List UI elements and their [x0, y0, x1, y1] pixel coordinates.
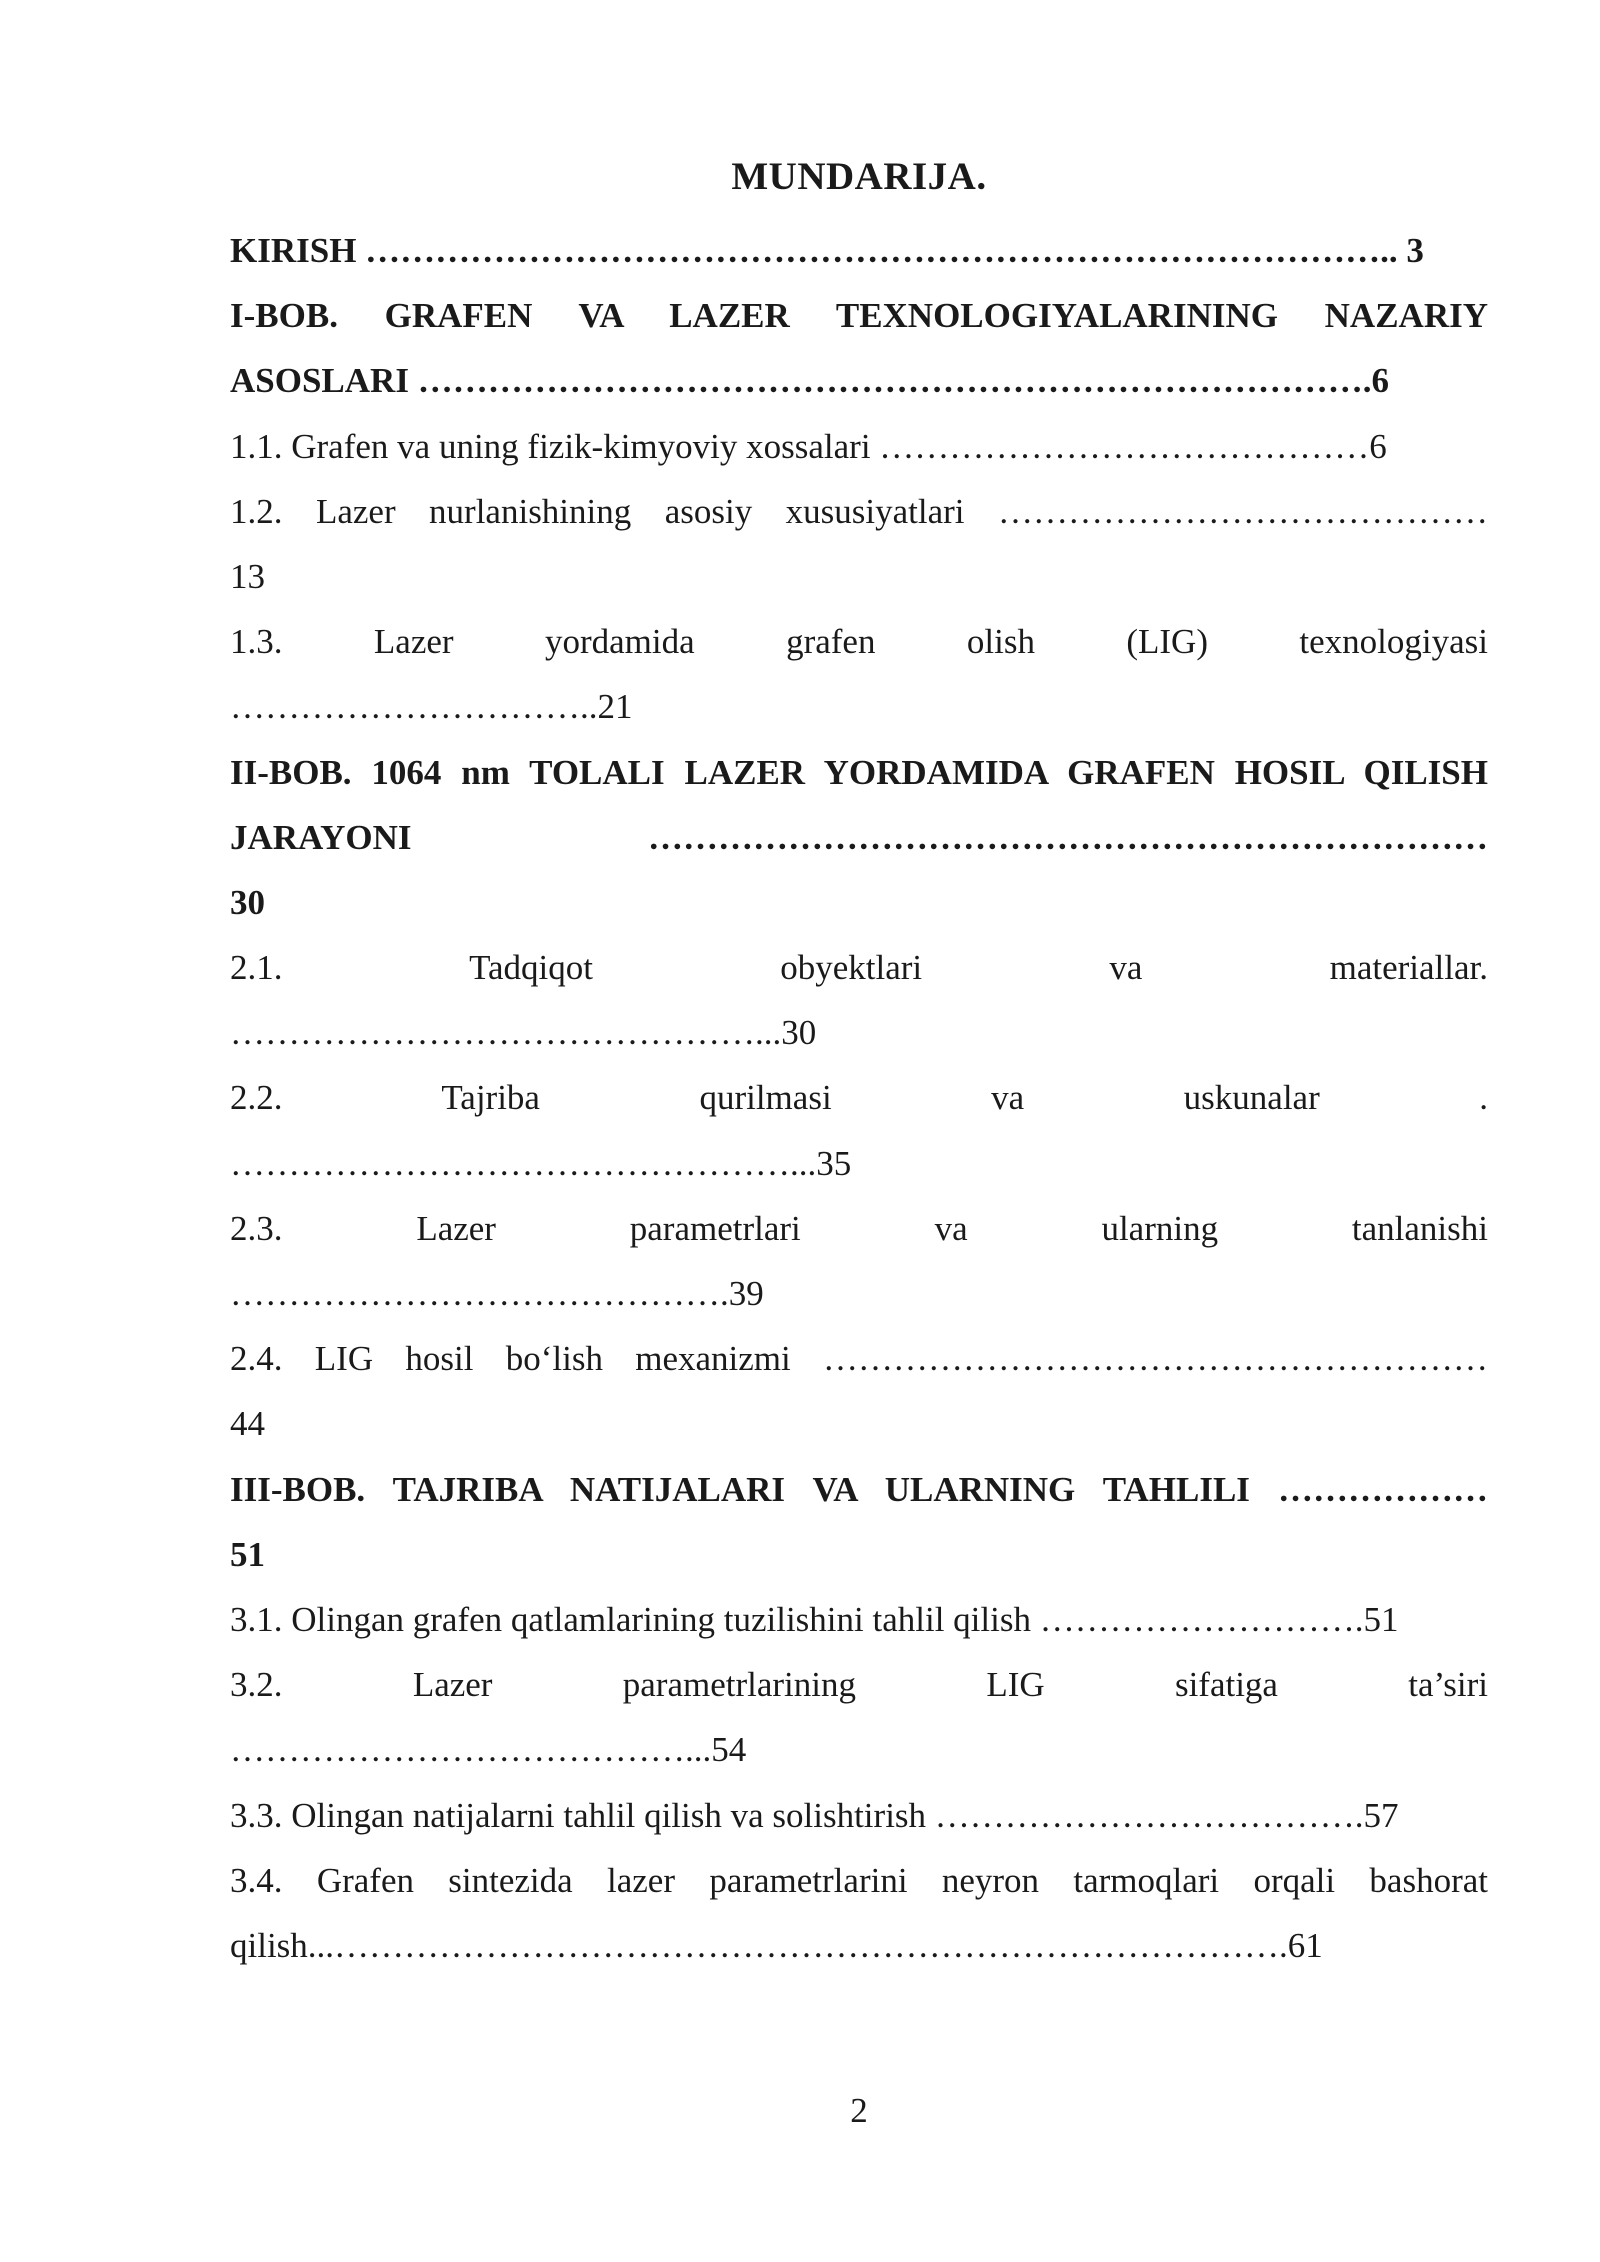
toc-line: 2.1. Tadqiqot obyektlari va materiallar.	[230, 948, 1488, 988]
toc-line: 13	[230, 556, 265, 596]
toc-line: 2.4. LIG hosil bo‘lish mexanizmi …………………………………………………	[230, 1339, 1488, 1379]
toc-line: …………………………………….39	[230, 1274, 764, 1313]
toc-line: qilish...……………………………………………………………………….61	[230, 1925, 1323, 1965]
toc-line: 3.1. Olingan grafen qatlamlarining tuzilishini tahlil qilish ……………………….51	[230, 1599, 1399, 1639]
toc-line: 3.4. Grafen sintezida lazer parametrlarini neyron tarmoqlari orqali bashorat	[230, 1860, 1488, 1900]
toc-line: …………………………..21	[230, 687, 633, 727]
toc-line: 3.2. Lazer parametrlarining LIG sifatiga ta’siri	[230, 1665, 1488, 1705]
toc-line: KIRISH …………………………………………………………………………….. 3	[230, 231, 1424, 270]
toc-line: 1.2. Lazer nurlanishining asosiy xususiyatlari ……………………………………	[230, 491, 1488, 531]
toc-line: ASOSLARI ……………………………………………………………………….6	[230, 361, 1389, 401]
toc-line: …………………………………...54	[230, 1730, 747, 1770]
toc-line: III-BOB. TAJRIBA NATIJALARI VA ULARNING TAHLILI ………………	[230, 1469, 1488, 1509]
toc-line: 1.3. Lazer yordamida grafen olish (LIG) texnologiyasi	[230, 622, 1488, 662]
toc-line: I-BOB. GRAFEN VA LAZER TEXNOLOGIYALARINING NAZARIY	[230, 296, 1488, 336]
toc-line: JARAYONI ………………………………………………………………	[230, 817, 1488, 857]
toc-line: 30	[230, 882, 265, 922]
table-of-contents	[230, 218, 1488, 1978]
toc-line: 2.3. Lazer parametrlari va ularning tanlanishi	[230, 1208, 1488, 1248]
page-number: 2	[850, 2091, 868, 2130]
toc-line: ………………………………………...30	[230, 1013, 817, 1053]
toc-line: 44	[230, 1404, 265, 1444]
toc-line: 3.3. Olingan natijalarni tahlil qilish va solishtirish ……………………………….57	[230, 1795, 1399, 1835]
toc-line: 1.1. Grafen va uning fizik-kimyoviy xossalari ……………………………………6	[230, 426, 1387, 466]
toc-line: 51	[230, 1534, 265, 1574]
toc-line: 2.2. Tajriba qurilmasi va uskunalar .	[230, 1078, 1488, 1118]
page-title: MUNDARIJA.	[731, 155, 987, 198]
toc-line: II-BOB. 1064 nm TOLALI LAZER YORDAMIDA GRAFEN HOSIL QILISH	[230, 752, 1488, 792]
toc-line: …………………………………………...35	[230, 1143, 852, 1183]
